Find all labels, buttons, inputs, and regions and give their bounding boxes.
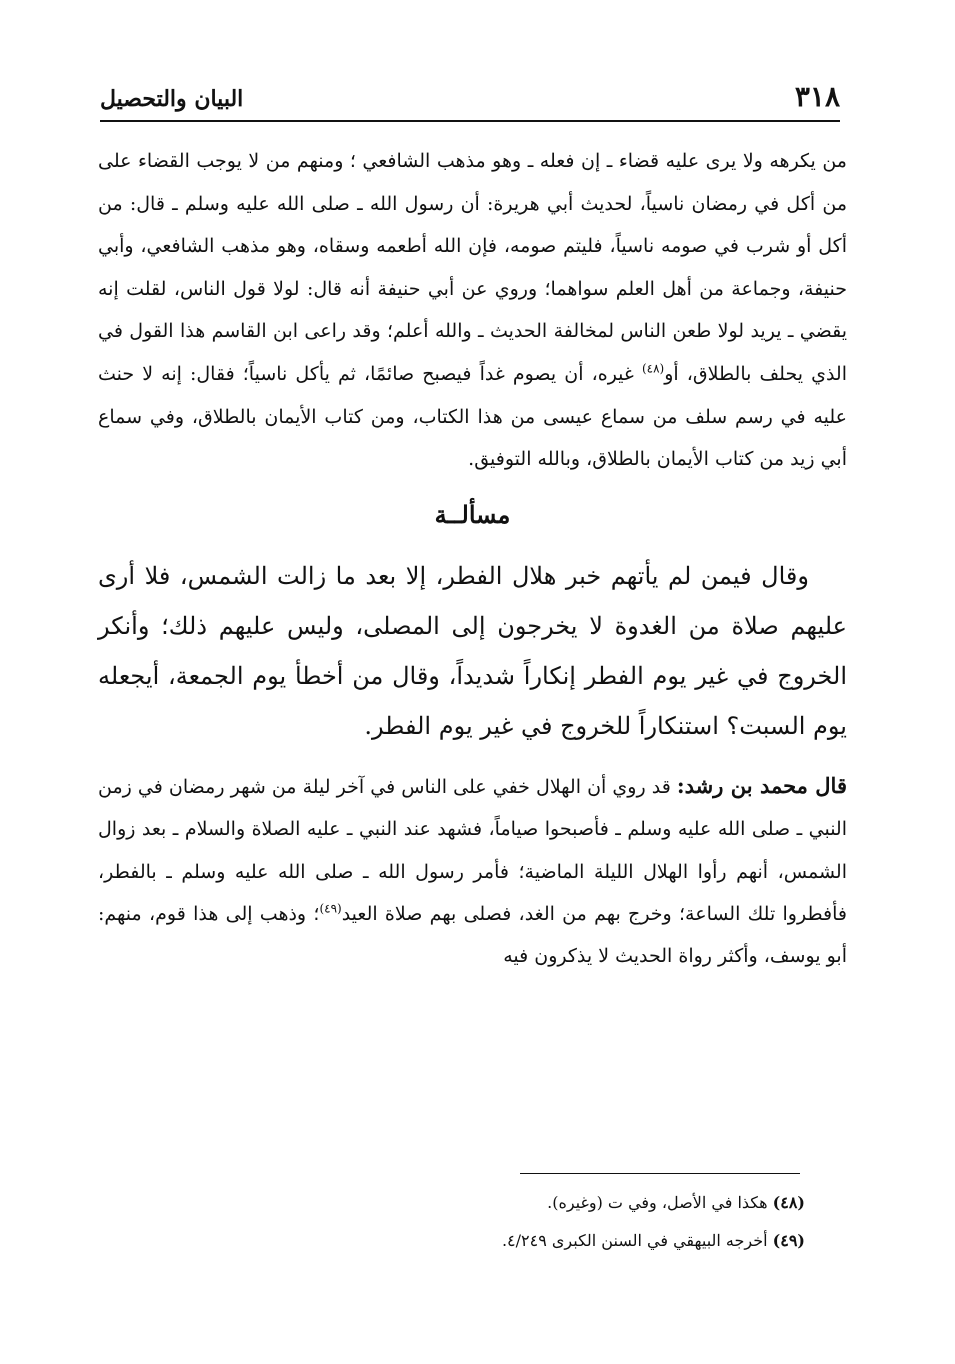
footnote-separator: [520, 1173, 800, 1174]
footnote-number: (٤٨): [772, 1193, 805, 1212]
header-rule: [100, 120, 840, 122]
running-title: البيان والتحصيل: [100, 86, 244, 112]
page-number: ٣١٨: [794, 80, 840, 113]
footnote-49: [120, 1222, 805, 1260]
section-title: مسألــة: [434, 499, 511, 529]
paragraph-opening: [98, 140, 847, 481]
commentary-text-1: قد روي أن الهلال خفي على الناس في آخر ليلة من شهر رمضان في زمن النبي ـ صلى الله عليه وسلم ـ فأصبحوا صياماً، فشهد عند النبي ـ عليه الصلاة والسلام ـ بعد زوال الشمس، أنهم رأوا الهلال الليلة الماضية؛ فأمر رسول الله ـ صلى الله عليه وسلم ـ بالفطر، فأفطروا تلك الساعة؛ وخرج بهم من الغد، فصلى بهم صلاة العيد: [98, 775, 848, 925]
footnote-ref-48: (٤٨): [641, 361, 665, 376]
footnote-text: أخرجه البيهقي في السنن الكبرى ٤/٢٤٩.: [501, 1231, 773, 1250]
footnote-number: (٤٩): [772, 1231, 805, 1250]
footnote-48: [120, 1184, 805, 1222]
question-text: وقال فيمن لم يأتهم خبر هلال الفطر، إلا بعد ما زالت الشمس، فلا أرى عليهم صلاة من الغدوة لا يخرجون إلى المصلى، وليس عليهم ذلك؛ وأنكر الخروج في غير يوم الفطر إنكاراً شديداً، وقال من أخطأ يوم الجمعة، أيجعله يوم السبت؟ استنكاراً للخروج في غير يوم الفطر.: [98, 561, 847, 740]
footnote-text: هكذا في الأصل، وفي ت (وغيره).: [547, 1193, 773, 1212]
body-text: [98, 140, 847, 978]
paragraph-opening-text-1: من يكرهه ولا يرى عليه قضاء ـ إن فعله ـ وهو مذهب الشافعي ؛ ومنهم من لا يوجب القضاء على من أكل في رمضان ناسياً، لحديث أبي هريرة: أن رسول الله ـ صلى الله عليه وسلم ـ قال: من أكل أو شرب في صومه ناسياً، فليتم صومه، فإن الله أطعمه وسقاه، وهو مذهب الشافعي، وأبي حنيفة، وجماعة من أهل العلم سواهما؛ وروي عن أبي حنيفة أنه قال: لولا قول الناس، لقلت إنه يقضي ـ يريد لولا طعن الناس لمخالفة الحديث ـ والله أعلم؛ وقد راعى ابن القاسم هذا القول في الذي يحلف بالطلاق، أو: [98, 150, 848, 385]
commentator-name: قال محمد بن رشد:: [676, 772, 847, 798]
commentary-paragraph: [98, 765, 847, 978]
footnote-ref-49: (٤٩): [319, 901, 342, 916]
paragraph-opening-text-2: غيره، أن يصوم غداً فيصبح صائمًا، ثم يأكل ناسياً؛ فقال: إنه لا حنث عليه في رسم سلف من سماع عيسى من هذا الكتاب، ومن كتاب الأيمان بالطلاق، وفي سماع أبي زيد من كتاب الأيمان بالطلاق، وبالله التوفيق.: [98, 362, 848, 471]
footnotes: [120, 1184, 805, 1260]
page-header: [100, 80, 840, 114]
commentary-text-2: ؛ وذهب إلى هذا قوم، منهم: أبو يوسف، وأكثر رواة الحديث لا يذكرون فيه: [98, 902, 847, 968]
